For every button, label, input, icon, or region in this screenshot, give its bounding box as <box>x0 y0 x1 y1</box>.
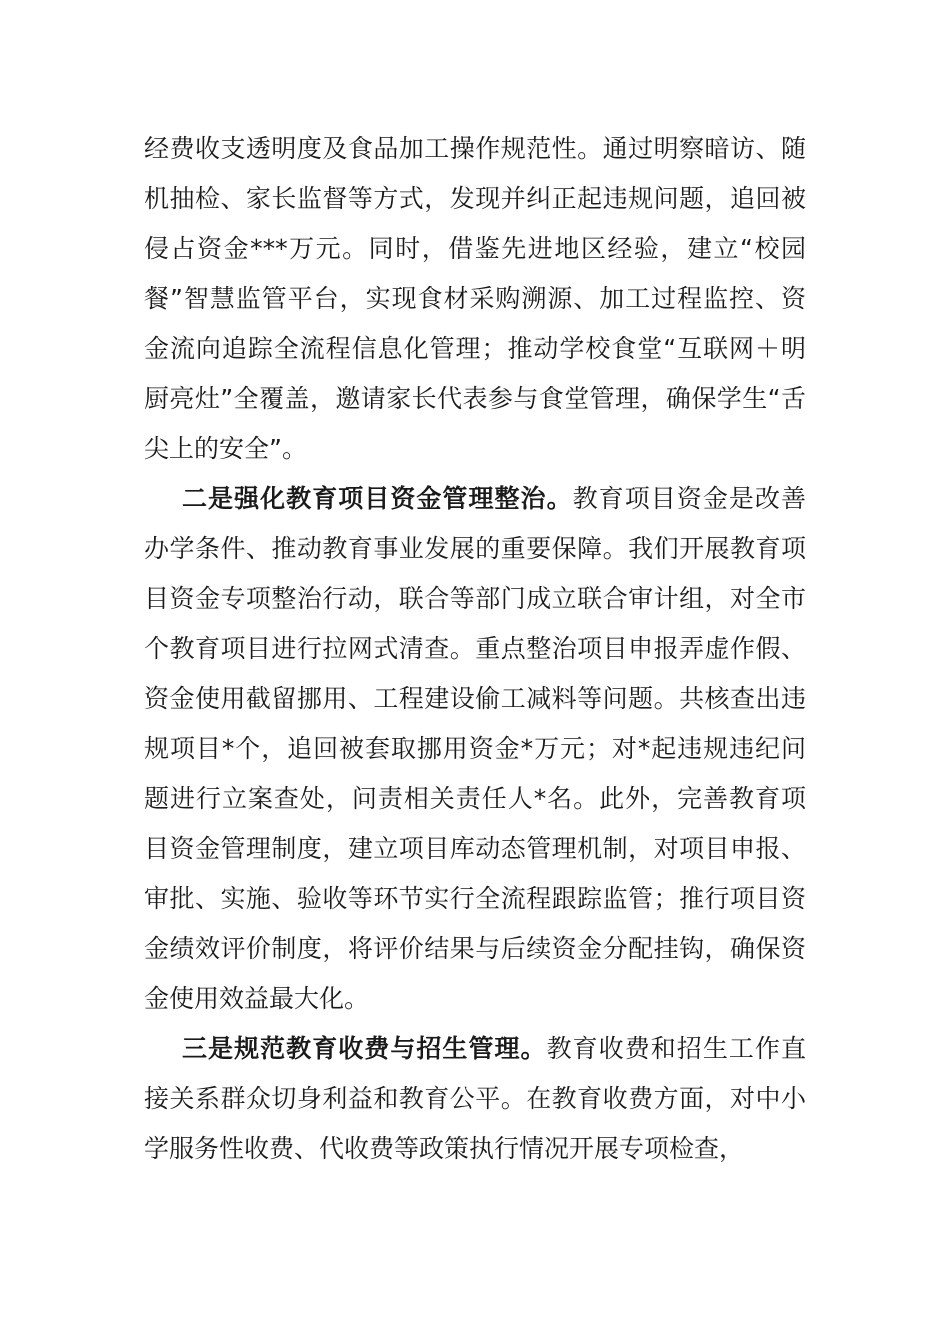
paragraph-1 <box>144 124 806 474</box>
paragraph-1-text: 经费收支透明度及食品加工操作规范性。通过明察暗访、随机抽检、家长监督等方式，发现并纠正起违规问题，追回被侵占资金***万元。同时，借鉴先进地区经验，建立“校园餐”智慧监管平台，实现食材采购溯源、加工过程监控、资金流向追踪全流程信息化管理；推动学校食堂“互联网＋明厨亮灶”全覆盖，邀请家长代表参与食堂管理，确保学生“舌尖上的安全”。 <box>144 134 806 463</box>
paragraph-3-text: 教育收费和招生工作直接关系群众切身利益和教育公平。在教育收费方面，对中小学服务性收费、代收费等政策执行情况开展专项检查， <box>144 1034 806 1163</box>
paragraph-3 <box>144 1024 806 1174</box>
paragraph-2-lead: 二是强化教育项目资金管理整治。 <box>182 484 573 513</box>
paragraph-2 <box>144 474 806 1024</box>
paragraph-3-lead: 三是规范教育收费与招生管理。 <box>182 1034 547 1063</box>
paragraph-2-text: 教育项目资金是改善办学条件、推动教育事业发展的重要保障。我们开展教育项目资金专项整治行动，联合等部门成立联合审计组，对全市个教育项目进行拉网式清查。重点整治项目申报弄虚作假、资金使用截留挪用、工程建设偷工减料等问题。共核查出违规项目*个，追回被套取挪用资金*万元；对*起违规违纪问题进行立案查处，问责相关责任人*名。此外，完善教育项目资金管理制度，建立项目库动态管理机制，对项目申报、审批、实施、验收等环节实行全流程跟踪监管；推行项目资金绩效评价制度，将评价结果与后续资金分配挂钩，确保资金使用效益最大化。 <box>144 484 806 1013</box>
document-body <box>144 124 806 1174</box>
